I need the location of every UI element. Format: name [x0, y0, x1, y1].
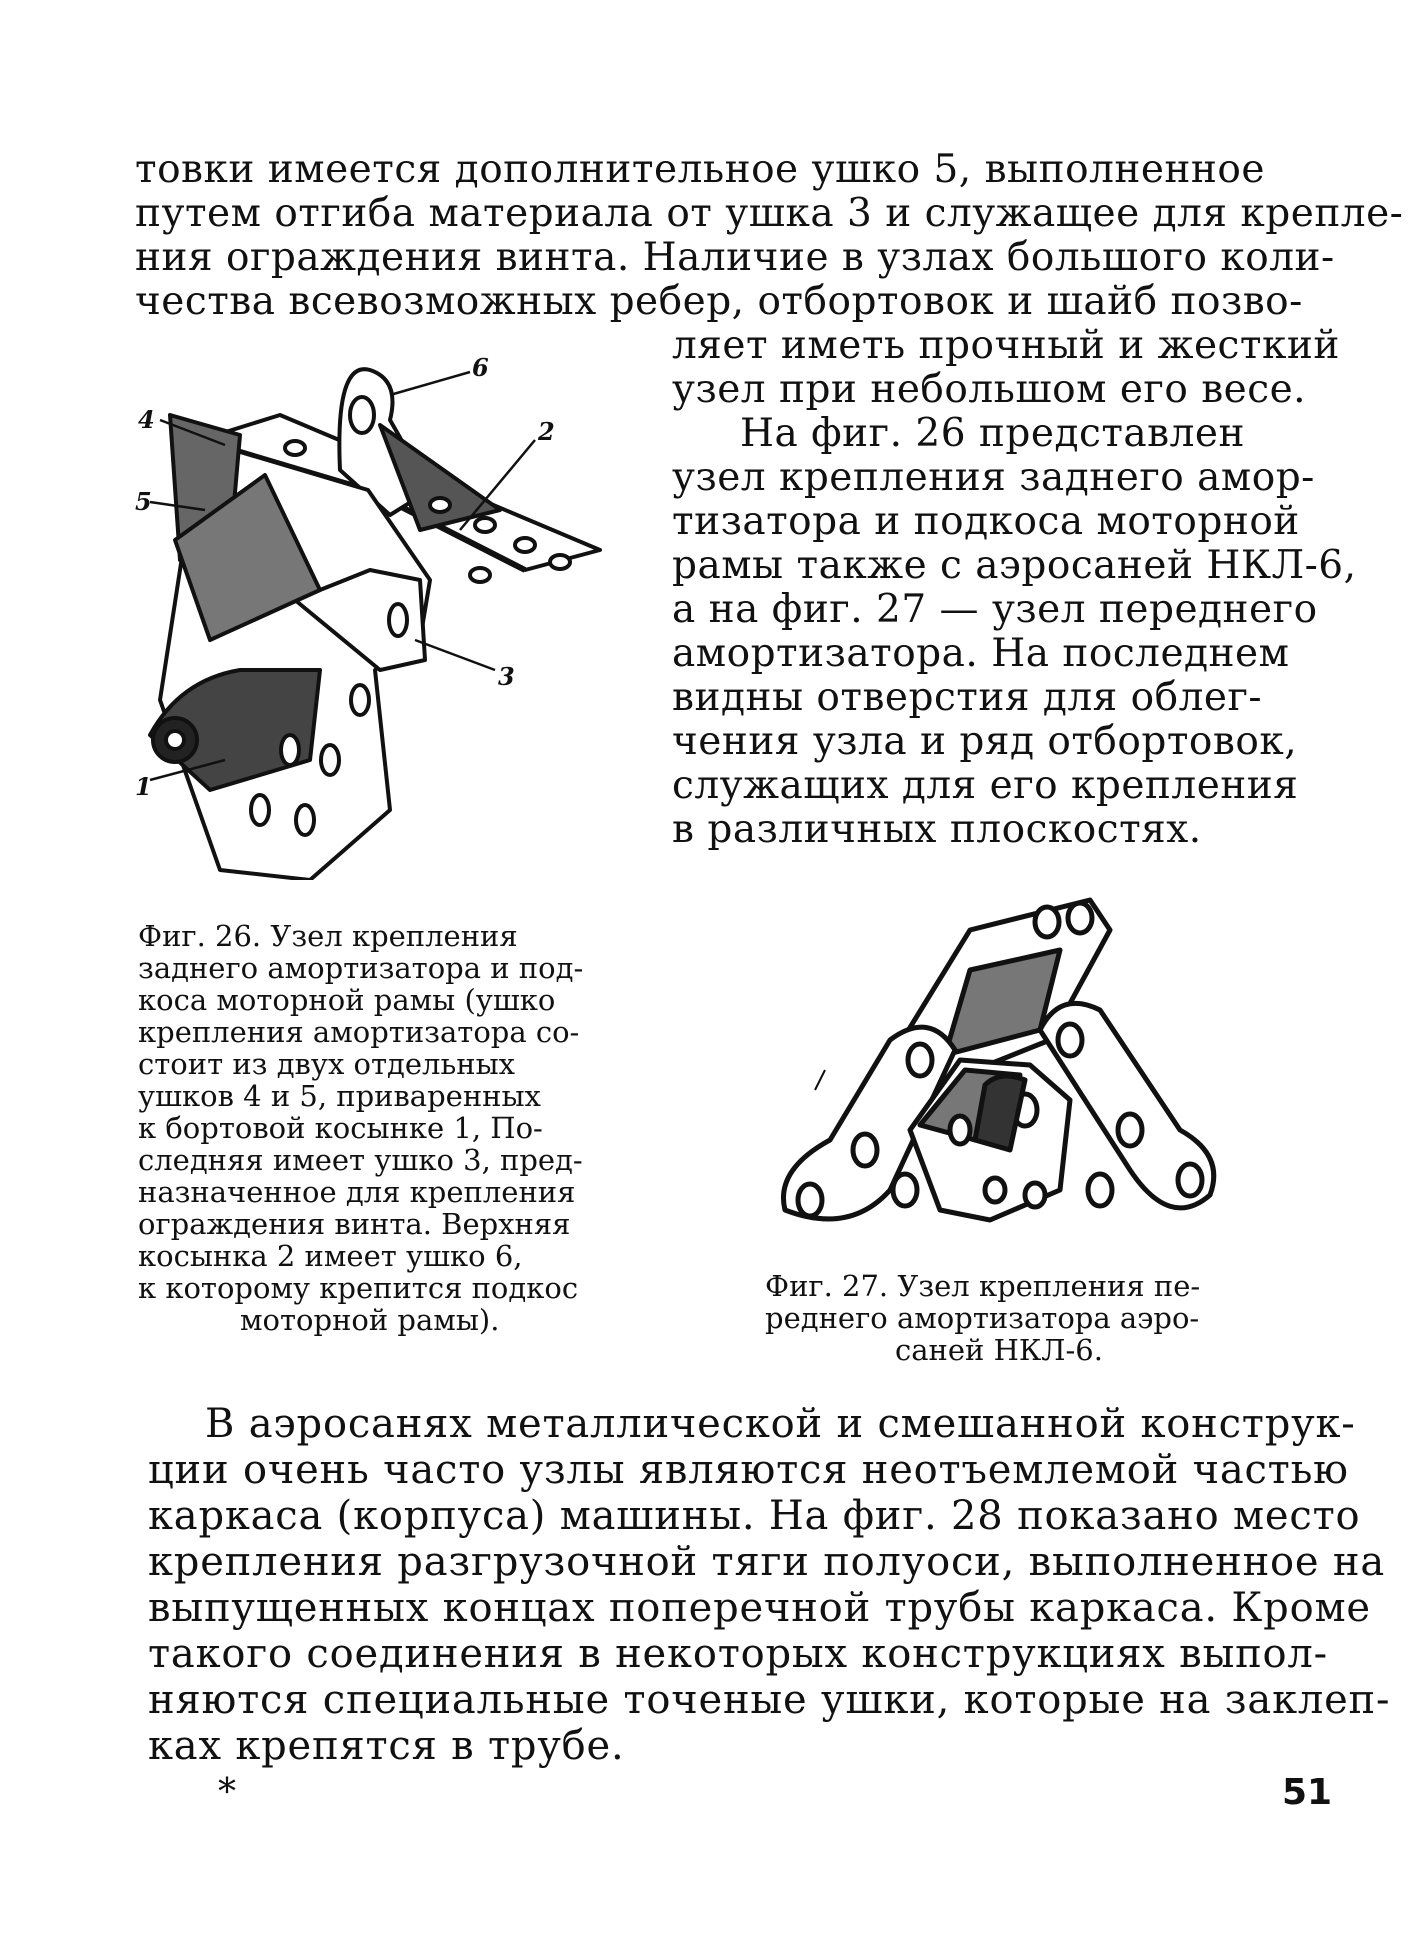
fig26-label-5: 5 — [135, 487, 152, 516]
right-column-line-7: а на фиг. 27 — узел переднего — [672, 587, 1318, 632]
page-number: 51 — [1282, 1772, 1333, 1813]
right-column-line-2: узел при небольшом его весе. — [672, 367, 1307, 412]
bottom-paragraph-line-1: В аэросанях металлической и смешанной конструк- — [205, 1401, 1356, 1447]
right-column-line-11: служащих для его крепления — [672, 763, 1299, 808]
fig26-illustration — [130, 340, 630, 880]
fig26-label-4: 4 — [138, 405, 155, 434]
fig26-caption-line-3: коса моторной рамы (ушко — [138, 983, 556, 1017]
fig26-caption-line-5: стоит из двух отдельных — [138, 1047, 516, 1081]
top-paragraph-line-3: ния ограждения винта. Наличие в узлах большого коли- — [135, 235, 1335, 280]
fig27-caption-line-2: реднего амортизатора аэро- — [765, 1301, 1200, 1335]
right-column-line-4: узел крепления заднего амор- — [672, 455, 1315, 500]
fig26-label-6: 6 — [472, 353, 489, 382]
right-column-line-3: На фиг. 26 представлен — [740, 411, 1245, 456]
bottom-paragraph-line-8: ках крепятся в трубе. — [148, 1723, 625, 1769]
bottom-paragraph-line-5: выпущенных концах поперечной трубы каркаса. Кроме — [148, 1585, 1371, 1631]
right-column-line-1: ляет иметь прочный и жесткий — [672, 323, 1340, 368]
bottom-paragraph-line-7: няются специальные точеные ушки, которые на заклеп- — [148, 1677, 1391, 1723]
fig26-caption-line-13: моторной рамы). — [240, 1303, 500, 1337]
fig26-caption-line-2: заднего амортизатора и под- — [138, 951, 584, 985]
fig26-caption-line-11: косынка 2 имеет ушко 6, — [138, 1239, 523, 1273]
right-column-line-6: рамы также с аэросаней НКЛ-6, — [672, 543, 1357, 588]
right-column-line-10: чения узла и ряд отбортовок, — [672, 719, 1298, 764]
right-column-line-5: тизатора и подкоса моторной — [672, 499, 1300, 544]
right-column-line-9: видны отверстия для облег- — [672, 675, 1263, 720]
fig27-caption-line-3: саней НКЛ-6. — [895, 1333, 1103, 1367]
right-column-line-12: в различных плоскостях. — [672, 807, 1202, 852]
top-paragraph-line-4: чества всевозможных ребер, отбортовок и шайб позво- — [135, 279, 1303, 324]
footer-star: * — [218, 1772, 236, 1813]
fig27-illustration — [770, 890, 1230, 1260]
top-paragraph-line-1: товки имеется дополнительное ушко 5, выполненное — [135, 147, 1265, 192]
fig27-caption-line-1: Фиг. 27. Узел крепления пе- — [765, 1269, 1201, 1303]
fig26-caption-line-1: Фиг. 26. Узел крепления — [138, 919, 518, 953]
bottom-paragraph-line-3: каркаса (корпуса) машины. На фиг. 28 показано место — [148, 1493, 1361, 1539]
fig26-caption-line-9: назначенное для крепления — [138, 1175, 576, 1209]
fig26-caption-line-10: ограждения винта. Верхняя — [138, 1207, 571, 1241]
bottom-paragraph-line-2: ции очень часто узлы являются неотъемлемой частью — [148, 1447, 1349, 1493]
fig26-caption-line-7: к бортовой косынке 1, По- — [138, 1111, 543, 1145]
bottom-paragraph-line-6: такого соединения в некоторых конструкциях выпол- — [148, 1631, 1328, 1677]
fig26-caption-line-6: ушков 4 и 5, приваренных — [138, 1079, 541, 1113]
fig26-label-2: 2 — [538, 417, 555, 446]
fig26-label-1: 1 — [135, 772, 152, 801]
top-paragraph-line-2: путем отгиба материала от ушка 3 и служащее для крепле- — [135, 191, 1404, 236]
fig26-label-3: 3 — [498, 662, 515, 691]
fig26-caption-line-4: крепления амортизатора со- — [138, 1015, 580, 1049]
right-column-line-8: амортизатора. На последнем — [672, 631, 1290, 676]
fig26-caption-line-12: к которому крепится подкос — [138, 1271, 579, 1305]
fig26-caption-line-8: следняя имеет ушко 3, пред- — [138, 1143, 583, 1177]
bottom-paragraph-line-4: крепления разгрузочной тяги полуоси, выполненное на — [148, 1539, 1386, 1585]
